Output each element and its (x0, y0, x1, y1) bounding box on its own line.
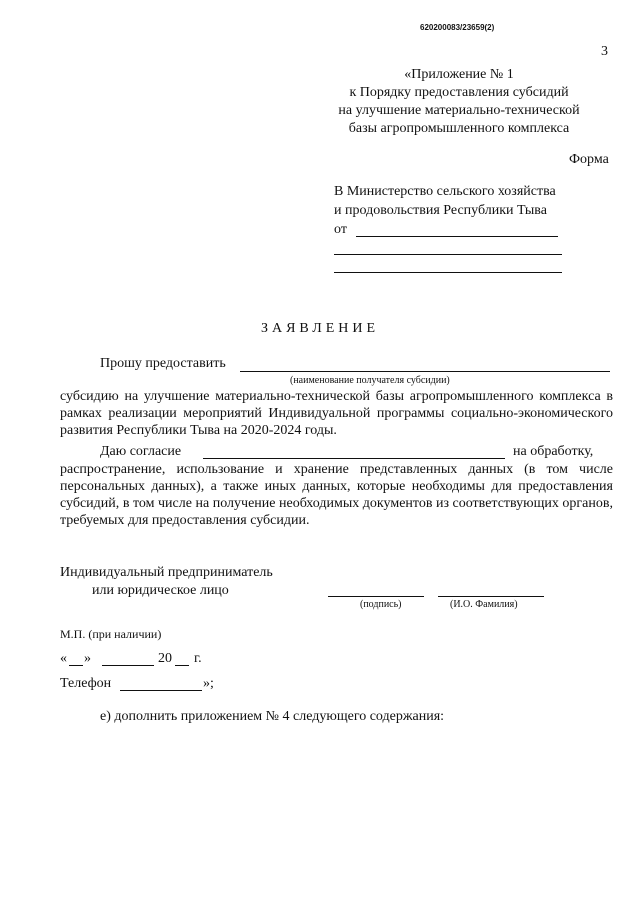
date-close-quote: » (84, 651, 91, 666)
attachment-heading (328, 66, 590, 138)
recipient-name-field[interactable] (240, 371, 610, 372)
date-day-field[interactable] (69, 665, 83, 666)
addressee-field-3[interactable] (334, 272, 562, 273)
addressee-line-2: и продовольствия Республики Тыва (334, 203, 547, 218)
date-open-quote: « (60, 651, 67, 666)
document-id: 620200083/23659(2) (420, 23, 495, 32)
attachment-line-1: «Приложение № 1 (404, 67, 514, 82)
signature-field[interactable] (328, 596, 424, 597)
addressee-from-label: от (334, 222, 347, 237)
signature-caption: (подпись) (360, 599, 402, 610)
phone-end: »; (203, 676, 214, 691)
date-year-field[interactable] (175, 665, 189, 666)
attachment-line-4: базы агропромышленного комплекса (348, 121, 570, 136)
addressee-line-1: В Министерство сельского хозяйства (334, 184, 556, 199)
form-label: Форма (569, 152, 609, 167)
full-name-caption: (И.О. Фамилия) (450, 599, 518, 610)
page-number: 3 (601, 44, 608, 59)
recipient-name-caption: (наименование получателя субсидии) (290, 375, 450, 386)
addressee-from-field[interactable] (356, 236, 558, 237)
consent-suffix: на обработку, (513, 444, 594, 459)
addressee-field-2[interactable] (334, 254, 562, 255)
phone-field[interactable] (120, 690, 202, 691)
date-year-suffix: г. (194, 651, 202, 666)
consent-name-field[interactable] (203, 458, 505, 459)
request-prefix: Прошу предоставить (100, 356, 226, 371)
signer-role-line-1: Индивидуальный предприниматель (60, 565, 273, 580)
attachment-line-3: на улучшение материально-технической (338, 103, 580, 118)
full-name-field[interactable] (438, 596, 544, 597)
date-month-field[interactable] (102, 665, 154, 666)
signer-role-line-2: или юридическое лицо (92, 583, 229, 598)
footer-instruction: е) дополнить приложением № 4 следующего содержания: (100, 709, 445, 724)
seal-note: М.П. (при наличии) (60, 627, 162, 641)
date-year-prefix: 20 (158, 651, 172, 666)
attachment-line-2: к Порядку предоставления субсидий (349, 85, 569, 100)
request-body: субсидию на улучшение материально-технической базы агропромышленного комплекса в рамках реализации мероприятий Индивидуальной программы социально-экономического развития Республики Тыва на 2020-2024 годы. (60, 389, 613, 438)
consent-prefix: Даю согласие (100, 444, 182, 459)
phone-label: Телефон (60, 676, 112, 691)
document-title: ЗАЯВЛЕНИЕ (260, 321, 380, 336)
consent-body: распространение, использование и хранение представленных данных (в том числе персональных данных), а также иных данных, которые необходимы для предоставления субсидий, в том числе на получение необходимых документов из соответствующих органов, требуемых для предоставления субсидии. (60, 462, 613, 528)
